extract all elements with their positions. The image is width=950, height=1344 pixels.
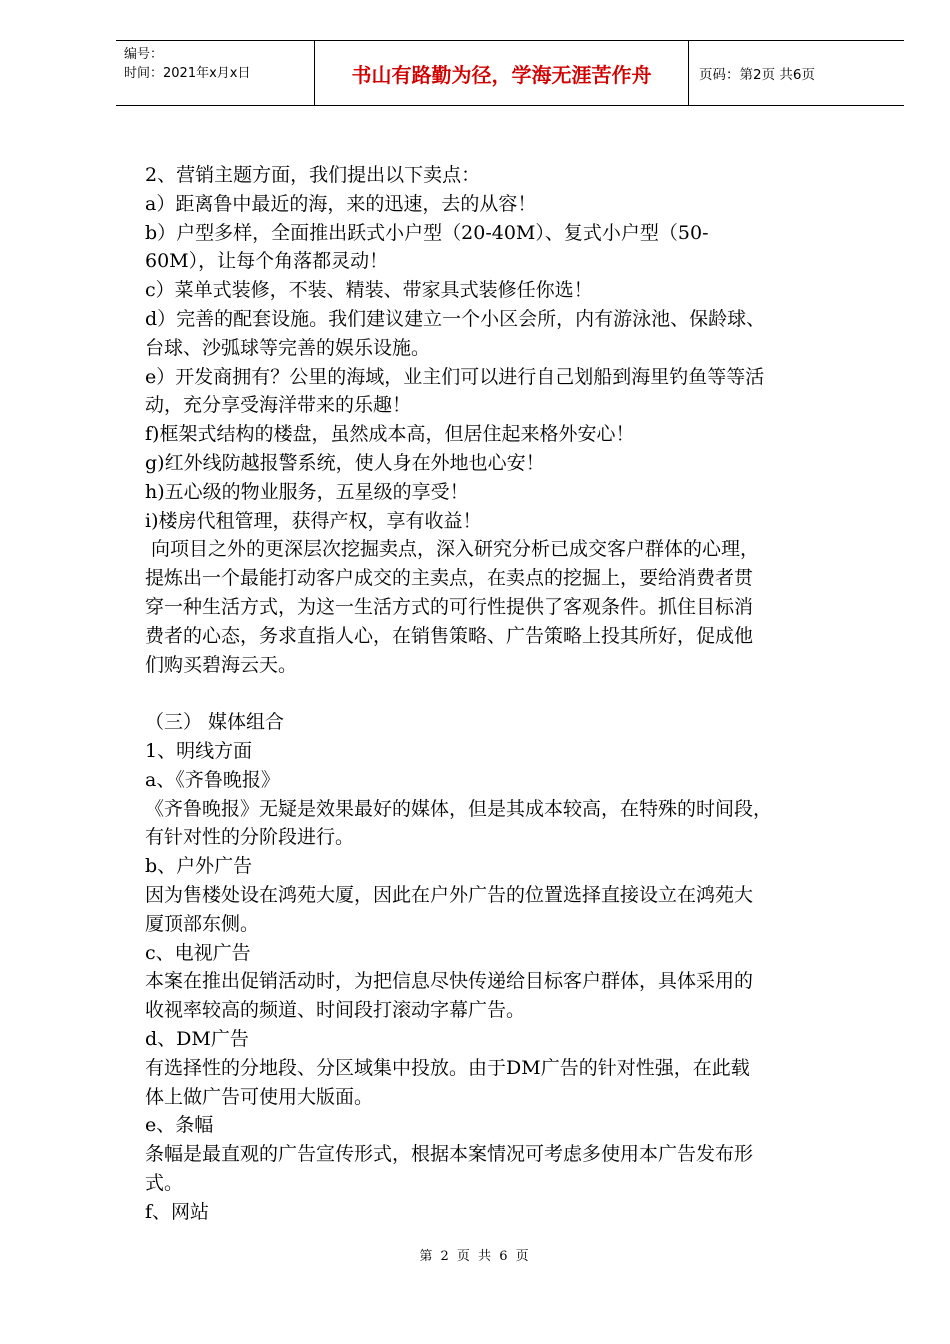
text-line: 条幅是最直观的广告宣传形式，根据本案情况可考虑多使用本广告发布形 — [145, 1143, 754, 1166]
text-line: 因为售楼处设在鸿苑大厦，因此在户外广告的位置选择直接设立在鸿苑大 — [145, 883, 754, 906]
text-line: f)框架式结构的楼盘，虽然成本高，但居住起来格外安心！ — [145, 423, 635, 446]
text-line: d）完善的配套设施。我们建议建立一个小区会所，内有游泳池、保龄球、 — [145, 307, 766, 330]
text-line: b）户型多样，全面推出跃式小户型（20-40M）、复式小户型（50- — [145, 221, 709, 244]
text-line: c）菜单式装修，不装、精装、带家具式装修任你选！ — [145, 279, 593, 302]
text-line: c、电视广告 — [145, 941, 251, 964]
header-motto: 书山有路勤为径，学海无涯苦作舟 — [351, 62, 652, 87]
text-line: 台球、沙弧球等完善的娱乐设施。 — [145, 336, 431, 359]
page-header — [116, 40, 904, 106]
text-line: 体上做广告可使用大版面。 — [145, 1085, 374, 1108]
text-line: 穿一种生活方式，为这一生活方式的可行性提供了客观条件。抓住目标消 — [145, 595, 754, 618]
text-line: f、网站 — [145, 1200, 210, 1223]
text-line: 2、营销主题方面，我们提出以下卖点： — [145, 164, 481, 186]
header-page-cell — [689, 41, 904, 105]
text-line: b、户外广告 — [145, 855, 253, 878]
page-footer: 第 2 页 共 6 页 — [419, 1249, 531, 1264]
text-line: h)五心级的物业服务，五星级的享受！ — [145, 480, 469, 503]
text-line: （三） 媒体组合 — [145, 711, 285, 734]
text-line: d、DM广告 — [145, 1027, 249, 1050]
text-line: 1、明线方面 — [145, 739, 253, 762]
text-line: e）开发商拥有？公里的海域，业主们可以进行自己划船到海里钓鱼等等活 — [145, 365, 765, 388]
text-line: 有针对性的分阶段进行。 — [145, 826, 355, 849]
text-line: 有选择性的分地段、分区域集中投放。由于DM广告的针对性强，在此载 — [145, 1056, 750, 1079]
text-line: 向项目之外的更深层次挖掘卖点，深入研究分析已成交客户群体的心理， — [145, 538, 760, 561]
blank-line — [145, 679, 885, 708]
doc-time-label: 时间：2021年x月x日 — [124, 66, 251, 81]
header-motto-cell — [315, 41, 689, 105]
header-page-label: 页码：第2页 共6页 — [699, 67, 815, 83]
text-line: 60M），让每个角落都灵动！ — [145, 250, 389, 273]
text-line: 收视率较高的频道、时间段打滚动字幕广告。 — [145, 999, 526, 1022]
text-line: 提炼出一个最能打动客户成交的主卖点，在卖点的挖掘上，要给消费者贯 — [145, 567, 754, 590]
text-line: a）距离鲁中最近的海，来的迅速，去的从容！ — [145, 192, 537, 215]
text-line: 们购买碧海云天。 — [145, 653, 298, 676]
text-line: g)红外线防越报警系统，使人身在外地也心安！ — [145, 451, 545, 474]
doc-code-label: 编号： — [124, 47, 164, 62]
text-line: i)楼房代租管理，获得产权，享有收益！ — [145, 509, 482, 532]
text-line: 费者的心态，务求直指人心，在销售策略、广告策略上投其所好，促成他 — [145, 624, 754, 647]
text-line: 厦顶部东侧。 — [145, 912, 260, 935]
header-meta — [116, 41, 315, 105]
text-line: 《齐鲁晚报》无疑是效果最好的媒体，但是其成本较高，在特殊的时间段， — [145, 797, 773, 820]
text-line: 动，充分享受海洋带来的乐趣！ — [145, 394, 412, 417]
text-line: a、《齐鲁晚报》 — [145, 768, 280, 791]
text-line: 本案在推出促销活动时，为把信息尽快传递给目标客户群体，具体采用的 — [145, 970, 754, 993]
text-line: 式。 — [145, 1171, 184, 1194]
text-line: e、条幅 — [145, 1114, 214, 1137]
document-body — [145, 161, 885, 1226]
